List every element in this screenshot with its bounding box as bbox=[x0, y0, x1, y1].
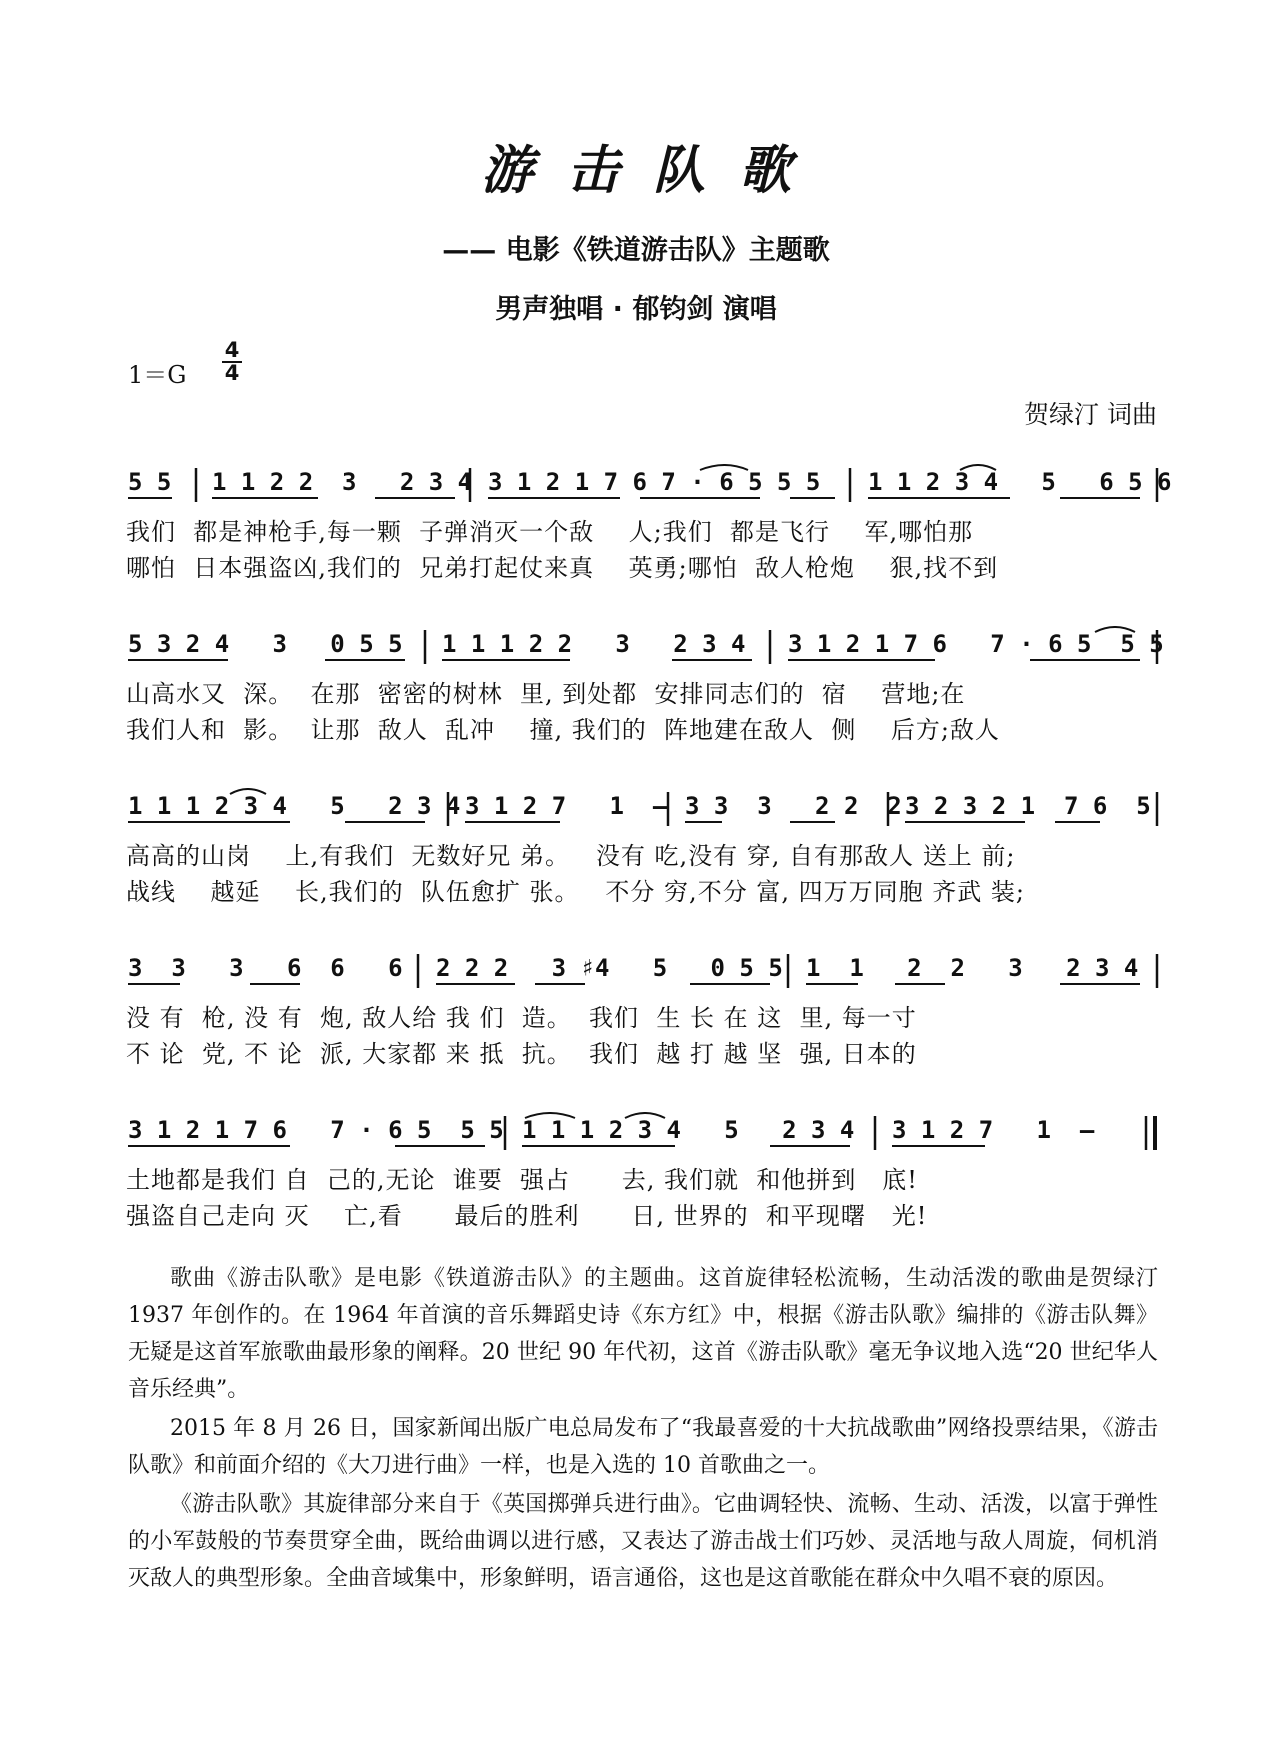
notation-system-4 bbox=[0, 950, 1272, 994]
lyrics-verse-1: 没 有 枪, 没 有 炮, 敌人给 我 们 造。 我们 生 长 在 这 里, 每一寸 bbox=[126, 1004, 917, 1032]
key-signature: 1＝G bbox=[128, 361, 187, 389]
notation-system-2 bbox=[0, 626, 1272, 670]
performer-line: 男声独唱 · 郁钧剑 演唱 bbox=[495, 294, 777, 325]
lyrics-verse-1: 高高的山岗 上,有我们 无数好兄 弟。 没有 吃,没有 穿, 自有那敌人 送上 前; bbox=[126, 842, 1016, 870]
notation-system-5 bbox=[0, 1112, 1272, 1156]
measure-group: 3 2 3 2 1 7 6 5 bbox=[905, 792, 1151, 820]
measure-group: 1 1 1 2 3 4 5 2 3 4 bbox=[522, 1116, 855, 1144]
subtitle: —— 电影《铁道游击队》主题歌 bbox=[442, 235, 830, 266]
composer-credit: 贺绿汀 词曲 bbox=[1024, 400, 1157, 429]
measure-group: 3 3 3 6 6 6 bbox=[128, 954, 403, 982]
commentary-paragraph: 《游击队歌》其旋律部分来自于《英国掷弹兵进行曲》。它曲调轻快、流畅、生动、活泼，以富于弹性的小军鼓般的节奏贯穿全曲，既给曲调以进行感，又表达了游击战士们巧妙、灵活地与敌人周旋，伺机消灭敌人的典型形象。全曲音域集中，形象鲜明，语言通俗，这也是这首歌能在群众中久唱不衰的原因。 bbox=[128, 1492, 1158, 1591]
measure-group: 3 1 2 1 7 6 7 · 6 5 5 5 bbox=[788, 630, 1164, 658]
lyrics-verse-2: 我们人和 影。 让那 敌人 乱冲 撞, 我们的 阵地建在敌人 侧 后方;敌人 bbox=[126, 716, 1000, 744]
lyrics-verse-2: 哪怕 日本强盗凶,我们的 兄弟打起仗来真 英勇;哪怕 敌人枪炮 狠,找不到 bbox=[126, 554, 999, 582]
measure-group: 5 3 2 4 3 0 5 5 bbox=[128, 630, 403, 658]
measure-group: 3 3 3 2 2 2 bbox=[685, 792, 902, 820]
song-title: 游击队歌 bbox=[480, 141, 825, 201]
measure-group: 1 1 2 3 4 5 6 5 6 bbox=[868, 468, 1172, 496]
notation-system-1 bbox=[0, 464, 1272, 508]
measure-group: 1 1 2 2 3 2 3 4 bbox=[806, 954, 1139, 982]
measure-group: 1 1 1 2 2 3 2 3 4 bbox=[442, 630, 746, 658]
time-signature bbox=[222, 340, 242, 384]
measure-group: 3 1 2 1 7 6 7 · 6 5 5 5 bbox=[488, 468, 821, 496]
lyrics-verse-2: 战线 越延 长,我们的 队伍愈扩 张。 不分 穷,不分 富, 四万万同胞 齐武 装; bbox=[126, 878, 1025, 906]
notation-system-3 bbox=[0, 788, 1272, 832]
time-signature-top: 4 bbox=[222, 340, 242, 363]
commentary-paragraph: 2015 年 8 月 26 日，国家新闻出版广电总局发布了“我最喜爱的十大抗战歌曲”网络投票结果，《游击队歌》和前面介绍的《大刀进行曲》一样，也是入选的 10 首歌曲之一。 bbox=[128, 1416, 1158, 1478]
time-signature-bottom: 4 bbox=[224, 361, 240, 385]
measure-group: 2 2 2 3 ♯4 5 0 5 5 bbox=[436, 954, 783, 982]
measure-group: 3 1 2 7 1 – bbox=[465, 792, 668, 820]
measure-group: 1 1 2 2 3 2 3 4 bbox=[212, 468, 473, 496]
lyrics-verse-1: 山高水又 深。 在那 密密的树林 里, 到处都 安排同志们的 宿 营地;在 bbox=[126, 680, 966, 708]
lyrics-verse-1: 我们 都是神枪手,每一颗 子弹消灭一个敌 人;我们 都是飞行 军,哪怕那 bbox=[126, 518, 974, 546]
lyrics-verse-2: 不 论 党, 不 论 派, 大家都 来 抵 抗。 我们 越 打 越 坚 强, 日本的 bbox=[126, 1040, 917, 1068]
measure-group: 5 5 bbox=[128, 468, 172, 496]
measure-group: 3 1 2 7 1 – bbox=[892, 1116, 1095, 1144]
commentary-paragraph: 歌曲《游击队歌》是电影《铁道游击队》的主题曲。这首旋律轻松流畅，生动活泼的歌曲是贺绿汀 1937 年创作的。在 1964 年首演的音乐舞蹈史诗《东方红》中，根据《游击队歌》编排的《游击队舞》无疑是这首军旅歌曲最形象的阐释。20 世纪 90 年代初，这首《游击队歌》毫无争议地入选“20 世纪华人音乐经典”。 bbox=[128, 1266, 1158, 1402]
lyrics-verse-2: 强盗自己走向 灭 亡,看 最后的胜利 日, 世界的 和平现曙 光! bbox=[126, 1202, 928, 1230]
measure-group: 1 1 1 2 3 4 5 2 3 4 bbox=[128, 792, 461, 820]
measure-group: 3 1 2 1 7 6 7 · 6 5 5 5 bbox=[128, 1116, 504, 1144]
lyrics-verse-1: 土地都是我们 自 己的,无论 谁要 强占 去, 我们就 和他拼到 底! bbox=[126, 1166, 918, 1194]
